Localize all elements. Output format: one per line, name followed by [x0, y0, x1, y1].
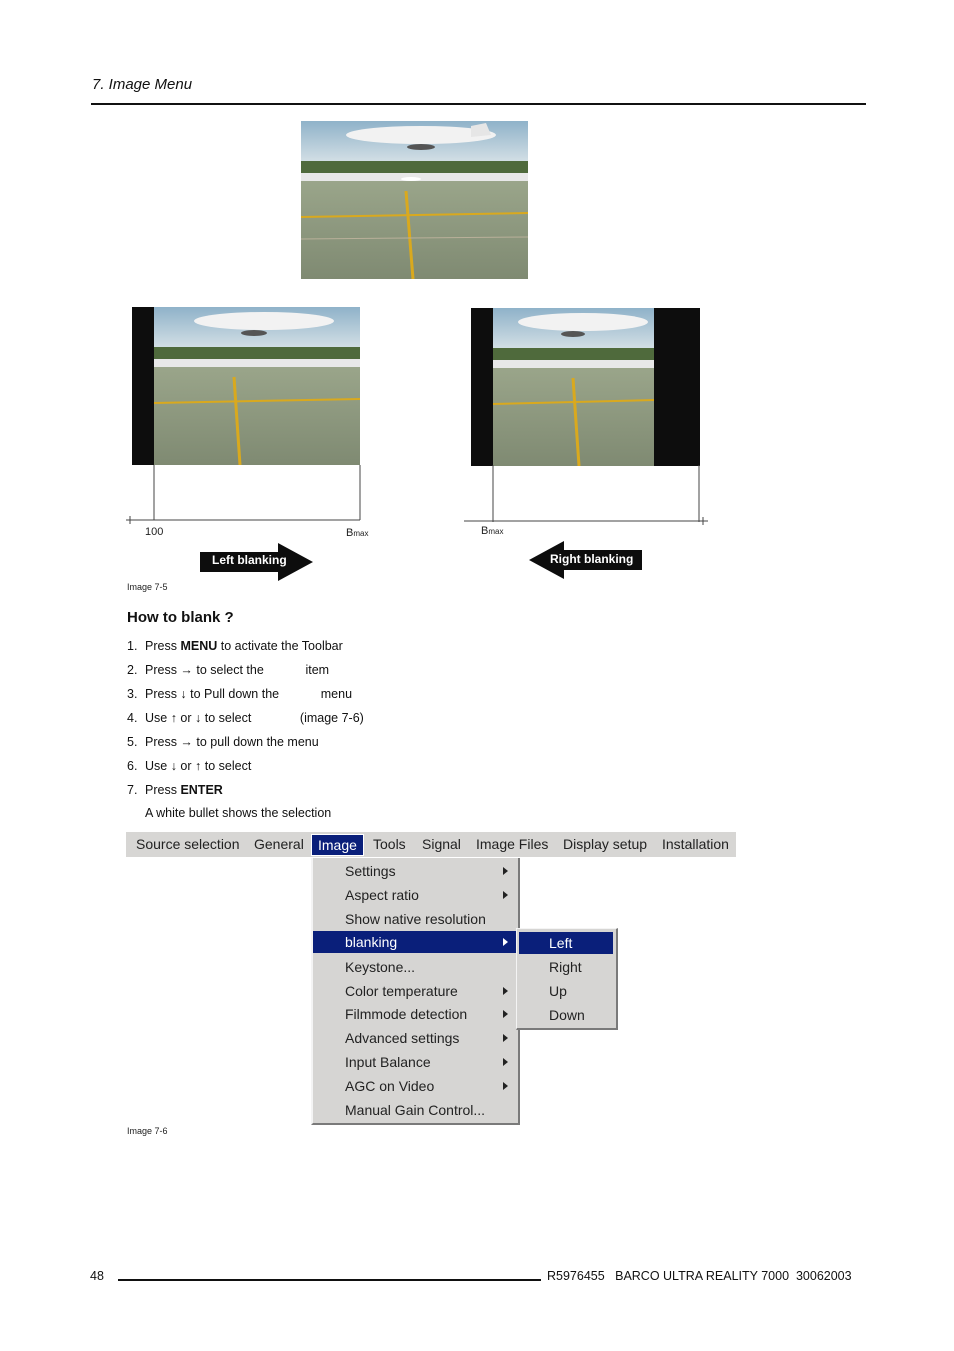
dropdown-agc-on-video[interactable]: AGC on Video	[313, 1075, 516, 1097]
right-blanking-photo	[471, 308, 700, 466]
right-blanking-label: Right blanking	[550, 552, 634, 566]
left-scale-end: Bmax	[346, 527, 369, 539]
dropdown-settings[interactable]: Settings	[313, 860, 516, 882]
submenu-arrow-icon	[503, 1082, 508, 1090]
left-scale	[124, 460, 374, 530]
step-7: 7. Press ENTER	[127, 783, 223, 797]
dropdown-filmmode-detection[interactable]: Filmmode detection	[313, 1003, 516, 1025]
image-dropdown	[311, 858, 520, 1125]
runway-photo-full	[301, 121, 528, 279]
footer-rule	[118, 1279, 541, 1281]
dropdown-aspect-ratio[interactable]: Aspect ratio	[313, 884, 516, 906]
menu-image-files[interactable]: Image Files	[476, 836, 549, 852]
step-list	[127, 634, 364, 825]
left-blanking-label: Left blanking	[212, 553, 287, 567]
submenu-arrow-icon	[503, 987, 508, 995]
submenu-arrow-icon	[503, 1010, 508, 1018]
step-7-note: A white bullet shows the selection	[145, 806, 332, 820]
step-3: 3. Press ↓ to Pull down the menu	[127, 687, 353, 701]
step-2: 2. Press → to select the item	[127, 663, 330, 677]
menu-general[interactable]: General	[254, 836, 304, 852]
submenu-arrow-icon	[503, 867, 508, 875]
figure-caption-7-5: Image 7-5	[127, 582, 168, 592]
dropdown-keystone[interactable]: Keystone...	[345, 959, 416, 975]
right-scale	[462, 460, 712, 530]
page-number: 48	[90, 1269, 104, 1283]
submenu-down[interactable]: Down	[549, 1007, 585, 1023]
menu-signal[interactable]: Signal	[422, 836, 461, 852]
footer-document-id: R5976455 BARCO ULTRA REALITY 7000 30062003	[547, 1269, 852, 1283]
step-1: 1. Press MENU to activate the Toolbar	[127, 639, 343, 653]
blanking-submenu	[516, 928, 618, 1030]
dropdown-input-balance[interactable]: Input Balance	[313, 1051, 516, 1073]
dropdown-show-native-resolution[interactable]: Show native resolution	[345, 911, 486, 927]
menu-toolbar	[126, 832, 736, 857]
section-title: How to blank ?	[127, 609, 234, 626]
submenu-left[interactable]: Left	[519, 932, 613, 954]
submenu-arrow-icon	[503, 938, 508, 946]
step-5: 5. Press → to pull down the menu	[127, 735, 319, 749]
menu-installation[interactable]: Installation	[662, 836, 729, 852]
menu-tools[interactable]: Tools	[373, 836, 406, 852]
step-6: 6. Use ↓ or ↑ to select	[127, 759, 252, 773]
menu-image[interactable]: Image	[311, 834, 364, 856]
dropdown-manual-gain-control[interactable]: Manual Gain Control...	[345, 1102, 486, 1118]
menu-display-setup[interactable]: Display setup	[563, 836, 648, 852]
submenu-right[interactable]: Right	[549, 959, 582, 975]
dropdown-advanced-settings[interactable]: Advanced settings	[313, 1027, 516, 1049]
submenu-arrow-icon	[503, 891, 508, 899]
dropdown-blanking[interactable]: blanking	[313, 931, 516, 953]
step-4: 4. Use ↑ or ↓ to select (image 7-6)	[127, 711, 364, 725]
chapter-header: 7. Image Menu	[92, 76, 193, 93]
submenu-arrow-icon	[503, 1058, 508, 1066]
left-scale-start: 100	[145, 526, 164, 538]
figure-caption-7-6: Image 7-6	[127, 1126, 168, 1136]
submenu-up[interactable]: Up	[549, 983, 567, 999]
dropdown-color-temperature[interactable]: Color temperature	[313, 980, 516, 1002]
right-scale-start: Bmax	[481, 525, 504, 537]
left-blanking-photo	[132, 307, 360, 465]
header-rule	[91, 103, 866, 105]
menu-source-selection[interactable]: Source selection	[136, 836, 240, 852]
submenu-arrow-icon	[503, 1034, 508, 1042]
